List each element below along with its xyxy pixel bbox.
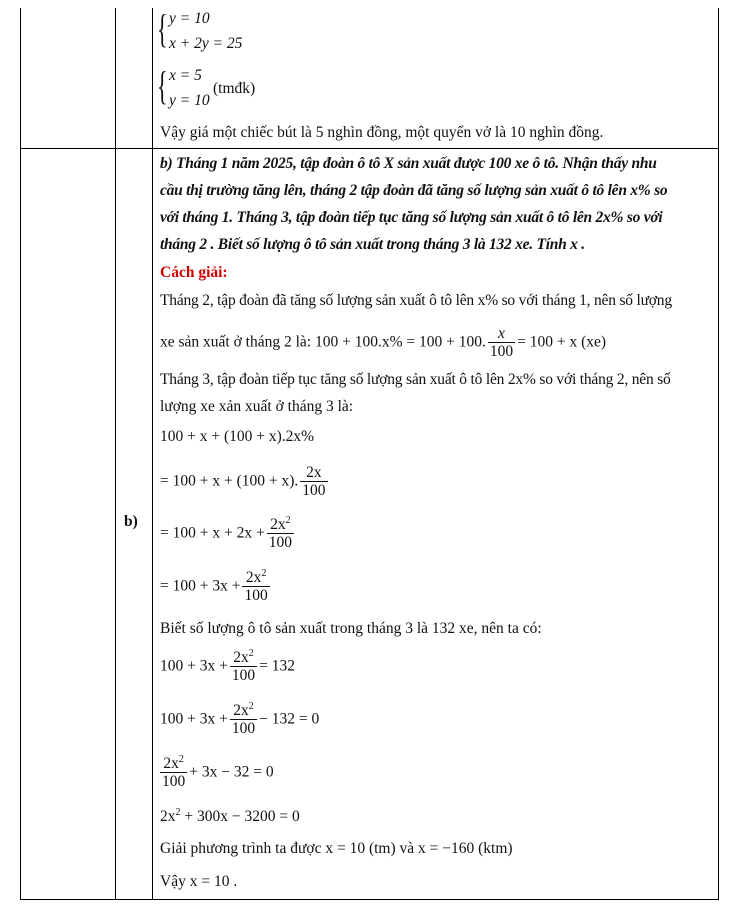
eq4-fraction bbox=[242, 567, 269, 604]
row-label-b: b) bbox=[124, 513, 138, 530]
problem-line-3: với tháng 1. Tháng 3, tập đoàn tiếp tục tăng số lượng sản xuất ô tô lên 2x% so với bbox=[160, 209, 663, 226]
eq6-prefix: 100 + 3x + bbox=[160, 710, 228, 728]
eq4-den: 100 bbox=[244, 587, 268, 604]
table-border-col2 bbox=[152, 8, 153, 899]
eq6-den: 100 bbox=[231, 720, 256, 737]
system1-eq2: x + 2y = 25 bbox=[169, 35, 243, 52]
system-brace-2: { bbox=[157, 63, 168, 108]
equation-5 bbox=[160, 647, 295, 684]
eq4-num: $2x^2$ bbox=[245, 567, 267, 586]
system2-eq2: y = 10 bbox=[169, 92, 210, 109]
conclusion-part-a: Vậy giá một chiếc bút là 5 nghìn đồng, một quyển vở là 10 nghìn đồng. bbox=[160, 124, 604, 141]
eq7-suffix: + 3x − 32 = 0 bbox=[189, 763, 274, 781]
eq3-num: $2x^2$ bbox=[270, 514, 291, 533]
system-brace-1: { bbox=[157, 6, 168, 51]
eq4-prefix: = 100 + 3x + bbox=[160, 577, 241, 595]
eq6-fraction bbox=[230, 700, 257, 737]
eq3-fraction bbox=[267, 514, 294, 551]
equation-4 bbox=[160, 567, 272, 604]
equation-1: 100 + x + (100 + x).2x% bbox=[160, 428, 315, 445]
eq7-fraction bbox=[160, 753, 187, 790]
equation-3 bbox=[160, 514, 296, 551]
eq6-num: $2x^2$ bbox=[233, 700, 254, 719]
eq6-suffix: − 132 = 0 bbox=[259, 710, 320, 728]
eq2-fraction bbox=[300, 465, 327, 499]
eq5-prefix: 100 + 3x + bbox=[160, 657, 228, 675]
eq5-fraction bbox=[230, 647, 257, 684]
text2-prefix: xe sản xuất ở tháng 2 là: 100 + 100.x% = 100 + 100. bbox=[160, 333, 486, 351]
equation-6 bbox=[160, 700, 320, 737]
system2-note: (tmđk) bbox=[213, 80, 256, 97]
solution-text-3: Tháng 3, tập đoàn tiếp tục tăng số lượng sản xuất ô tô lên 2x% so với tháng 2, nên số bbox=[160, 371, 671, 388]
eq5-suffix: = 132 bbox=[259, 657, 295, 675]
problem-line-2: cầu thị trường tăng lên, tháng 2 tập đoàn đã tăng số lượng sản xuất ô tô lên x% so bbox=[160, 182, 668, 199]
table-border-col1 bbox=[115, 8, 116, 899]
table-border-left bbox=[20, 8, 21, 899]
eq5-num: $2x^2$ bbox=[233, 647, 254, 666]
system1-eq1: y = 10 bbox=[169, 10, 210, 27]
equation-2 bbox=[160, 465, 330, 499]
fraction-x-100 bbox=[488, 326, 515, 360]
solve-result: Giải phương trình ta được x = 10 (tm) và x = −160 (ktm) bbox=[160, 840, 513, 857]
table-row-divider bbox=[20, 148, 719, 149]
solution-text-1: Tháng 2, tập đoàn đã tăng số lượng sản xuất ô tô lên x% so với tháng 1, nên số lượng bbox=[160, 292, 672, 309]
frac-den: 100 bbox=[489, 343, 514, 360]
problem-line-1: b) Tháng 1 năm 2025, tập đoàn ô tô X sản xuất được 100 xe ô tô. Nhận thấy nhu bbox=[160, 155, 657, 172]
solution-text-2 bbox=[160, 326, 606, 360]
table-border-bottom bbox=[20, 899, 719, 900]
system2-eq1: x = 5 bbox=[169, 67, 202, 84]
equation-8: $2x^2 + 300x - 3200 = 0$ bbox=[160, 806, 300, 825]
eq7-num: $2x^2$ bbox=[163, 753, 184, 772]
eq3-den: 100 bbox=[268, 534, 292, 551]
eq2-num: 2x bbox=[306, 464, 322, 481]
table-border-right bbox=[718, 8, 719, 899]
equation-7 bbox=[160, 753, 274, 790]
eq7-den: 100 bbox=[162, 773, 186, 790]
method-label: Cách giải: bbox=[160, 264, 228, 281]
solution-text-4: lượng xe xản xuất ở tháng 3 là: bbox=[160, 398, 354, 415]
final-answer: Vậy x = 10 . bbox=[160, 873, 238, 890]
eq2-prefix: = 100 + x + (100 + x). bbox=[160, 472, 299, 490]
eq5-den: 100 bbox=[231, 667, 256, 684]
frac-num: x bbox=[498, 325, 505, 342]
solution-text-5: Biết số lượng ô tô sản xuất trong tháng 3 là 132 xe, nên ta có: bbox=[160, 620, 542, 637]
eq3-prefix: = 100 + x + 2x + bbox=[160, 524, 265, 542]
problem-line-4: tháng 2 . Biết số lượng ô tô sản xuất trong tháng 3 là 132 xe. Tính x . bbox=[160, 236, 585, 253]
eq2-den: 100 bbox=[302, 482, 326, 499]
text2-suffix: = 100 + x (xe) bbox=[517, 333, 607, 351]
